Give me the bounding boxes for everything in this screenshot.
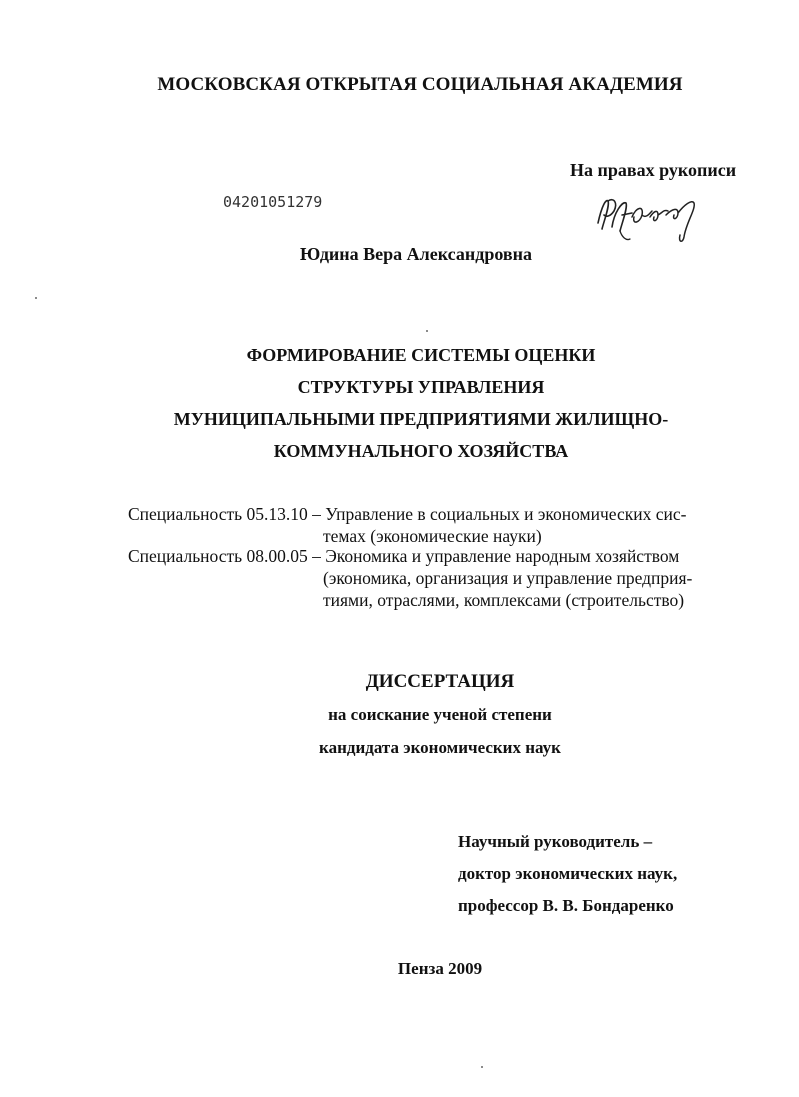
handwritten-signature <box>592 193 702 245</box>
advisor-line: доктор экономических наук, <box>458 864 678 883</box>
scan-speck <box>35 297 37 299</box>
scan-speck <box>426 330 428 332</box>
author-name: Юдина Вера Александровна <box>300 244 533 264</box>
dissertation-heading: ДИССЕРТАЦИЯ <box>365 671 515 692</box>
specialty-line: тиями, отраслями, комплексами (строительство) <box>323 590 685 610</box>
thesis-title-line: ФОРМИРОВАНИЕ СИСТЕМЫ ОЦЕНКИ <box>246 345 596 365</box>
specialty-line: темах (экономические науки) <box>323 526 542 546</box>
advisor-line: профессор В. В. Бондаренко <box>458 896 674 915</box>
advisor-line: Научный руководитель – <box>458 832 653 851</box>
specialty-line: (экономика, организация и управление предприя- <box>323 568 693 588</box>
specialty-line: Специальность 05.13.10 – Управление в социальных и экономических сис- <box>128 504 687 524</box>
degree-line: кандидата экономических наук <box>319 738 561 757</box>
manuscript-rights-note: На правах рукописи <box>570 160 737 180</box>
document-number: 04201051279 <box>223 193 323 211</box>
scan-speck <box>481 1066 483 1068</box>
thesis-title-line: СТРУКТУРЫ УПРАВЛЕНИЯ <box>297 377 545 397</box>
thesis-title-line: КОММУНАЛЬНОГО ХОЗЯЙСТВА <box>273 441 569 461</box>
degree-line: на соискание ученой степени <box>328 705 552 724</box>
place-and-year: Пенза 2009 <box>397 959 483 978</box>
specialty-line: Специальность 08.00.05 – Экономика и управление народным хозяйством <box>128 546 680 566</box>
institution-name: МОСКОВСКАЯ ОТКРЫТАЯ СОЦИАЛЬНАЯ АКАДЕМИЯ <box>157 74 683 95</box>
thesis-title-line: МУНИЦИПАЛЬНЫМИ ПРЕДПРИЯТИЯМИ ЖИЛИЩНО- <box>173 409 669 429</box>
